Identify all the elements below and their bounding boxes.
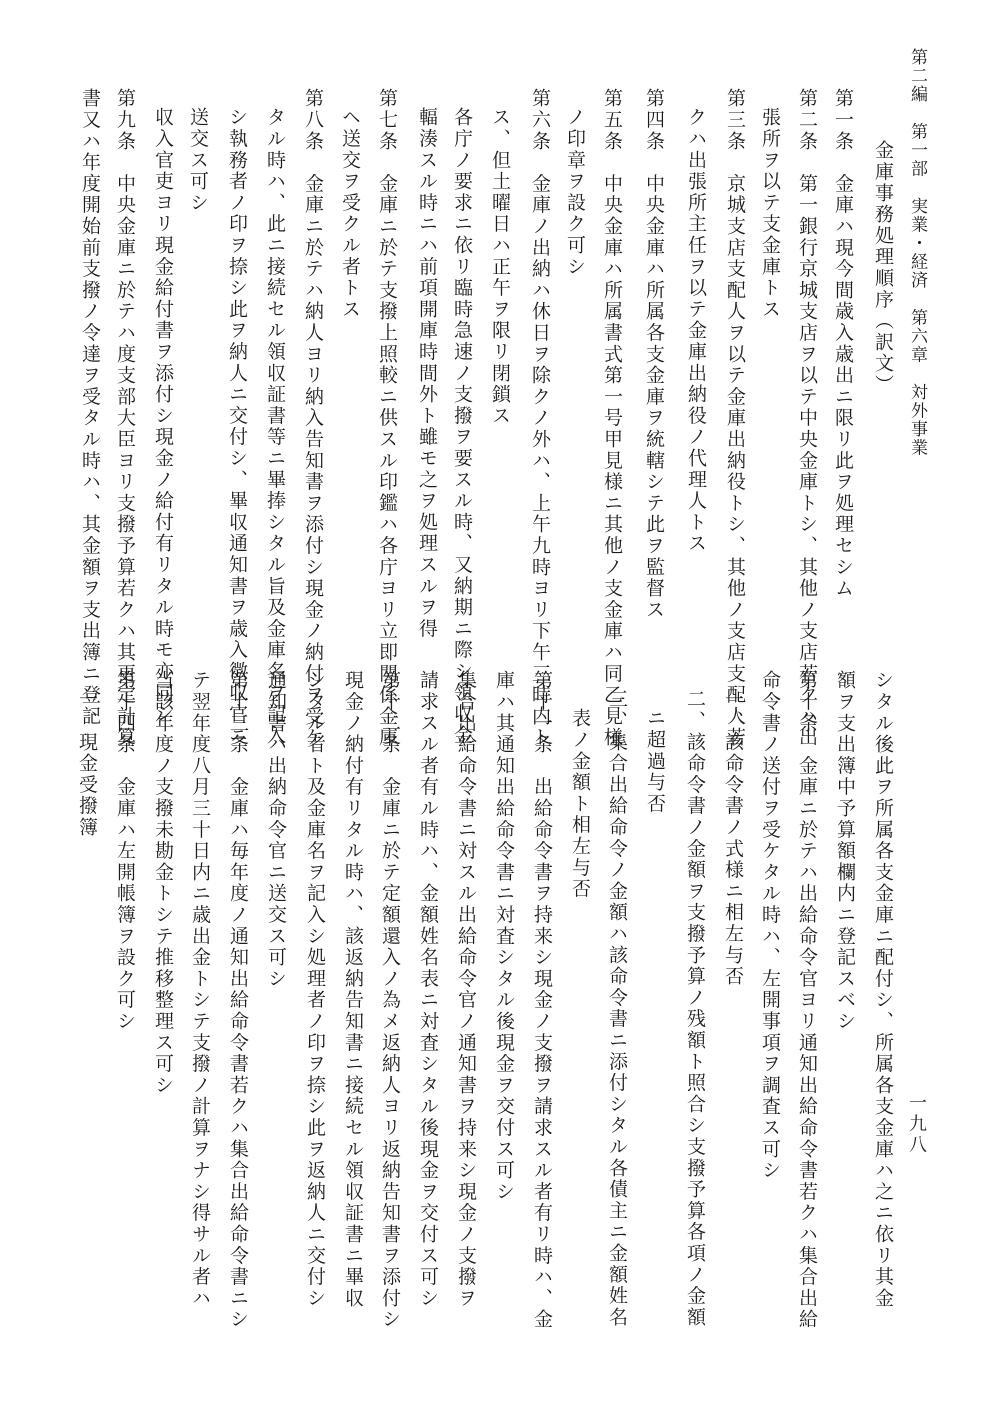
upper-text-column: タル時ハ、此ニ接続セル領収証書等ニ畢捧シタル旨及金庫名ヲ記入 <box>264 107 286 746</box>
upper-text-column: 送交ス可シ <box>187 107 209 214</box>
upper-text-column: 第九条 中央金庫ニ於テハ度支部大臣ヨリ支撥予算若クハ其更定計算 <box>114 88 136 749</box>
lower-text-column: 三、集合出給命令ノ金額ハ該命令書ニ添付シタル各債主ニ金額姓名 <box>606 689 628 1328</box>
upper-text-column: 第八条 金庫ニ於テハ納人ヨリ納入告知書ヲ添付シ現金ノ納付ヲ受ケ <box>302 88 324 749</box>
lower-text-column: 第十四条 金庫ハ左開帳簿ヲ設ク可シ <box>114 670 136 1033</box>
lower-text-column: 二、該命令書ノ金額ヲ支撥予算ノ残額ト照合シ支撥予算各項ノ金額 <box>684 689 706 1328</box>
lower-text-column: 額ヲ支出簿中予算額欄内ニ登記スベシ <box>834 670 856 1033</box>
lower-text-column: 第十二条 金庫ニ於テ定額還入ノ為メ返納人ヨリ返納告知書ヲ添付シ <box>379 670 401 1331</box>
upper-text-column: 第四条 中央金庫ハ所属各支金庫ヲ統轄シテ此ヲ監督ス <box>643 88 665 621</box>
lower-text-column: 当該年度ノ支撥未勘金トシテ推移整理ス可シ <box>152 670 174 1096</box>
upper-text-column: 輻湊スル時ニハ前項開庫時間外ト雖モ之ヲ処理スルヲ得 <box>416 107 438 640</box>
upper-text-column: シ執務者ノ印ヲ捺シ此ヲ納人ニ交付シ、畢収通知書ヲ歳入徴収官ニ <box>226 107 248 746</box>
upper-text-column: ヘ送交ヲ受クル者トス <box>339 107 361 320</box>
lower-text-column: 一、現金受撥簿 <box>76 689 98 839</box>
upper-text-column: 第三条 京城支店支配人ヲ以テ金庫出納役トシ、其他ノ支店支配人若 <box>724 88 746 749</box>
upper-text-column: 第七条 金庫ニ於テ支撥上照較ニ供スル印鑑ハ各庁ヨリ立即関係金庫 <box>376 88 398 749</box>
upper-text-column: ノ印章ヲ設ク可シ <box>564 107 586 278</box>
lower-text-column: 通知書ハ出納命令官ニ送交ス可シ <box>265 670 287 990</box>
running-head: 第二編 第一部 実業・経済 第六章 対外事業 <box>907 48 927 458</box>
upper-text-column: 第五条 中央金庫ハ所属書式第一号甲見様ニ其他ノ支金庫ハ同乙見様 <box>601 88 623 749</box>
lower-text-column: 現金ノ納付有リタル時ハ、該返納告知書ニ接続セル領収証書ニ畢収 <box>342 670 364 1309</box>
lower-text-column: 第十一条 出給命令書ヲ持来シ現金ノ支撥ヲ請求スル者有リ時ハ、金 <box>531 670 553 1331</box>
lower-text-column: シタル後此ヲ所属各支金庫ニ配付シ、所属各支金庫ハ之ニ依リ其金 <box>872 670 894 1309</box>
lower-text-column: 一、該命令書ノ式様ニ相左与否 <box>722 689 744 988</box>
upper-text-column: 第六条 金庫ノ出納ハ休日ヲ除クノ外ハ、上午九時ヨリ下午三時内ト <box>529 88 551 749</box>
lower-text-column: 請求スル者有ル時ハ、金額姓名表ニ対査シタル後現金ヲ交付ス可シ <box>417 670 439 1309</box>
lower-text-column: 命令書ノ送付ヲ受ケタル時ハ、左開事項ヲ調査ス可シ <box>759 670 781 1182</box>
lower-text-column: テ翌年度八月三十日内ニ歳出金トシテ支撥ノ計算ヲナシ得サル者ハ <box>189 670 211 1309</box>
upper-text-column: 各庁ノ要求ニ依リ臨時急速ノ支撥ヲ要スル時、又納期ニ際シ領収金 <box>451 107 473 746</box>
lower-text-column: 第十条 金庫ニ於テハ出給命令官ヨリ通知出給命令書若クハ集合出給 <box>796 670 818 1331</box>
lower-text-column: 庫ハ其通知出給命令書ニ対査シタル後現金ヲ交付ス可シ <box>493 670 515 1203</box>
upper-text-column: 第一条 金庫ハ現今間歳入歳出ニ限リ此ヲ処理セシム <box>832 88 854 600</box>
lower-text-column: シタル者ト及金庫名ヲ記入シ処理者ノ印ヲ捺シ此ヲ返納人ニ交付シ <box>304 670 326 1309</box>
upper-text-column: クハ出張所主任ヲ以テ金庫出納役ノ代理人トス <box>685 107 707 555</box>
lower-text-column: 第十三条 金庫ハ毎年度ノ通知出給命令書若クハ集合出給命令書ニシ <box>227 670 249 1331</box>
upper-text-column: 書又ハ年度開始前支撥ノ令達ヲ受タル時ハ、其金額ヲ支出簿ニ登記 <box>79 88 101 727</box>
upper-text-column: 収入官吏ヨリ現金給付書ヲ添付シ現金ノ給付有リタル時モ亦同シ <box>152 107 174 725</box>
lower-text-column: 集合出給命令書ニ対スル出給命令官ノ通知書ヲ持来シ現金ノ支撥ヲ <box>455 670 477 1309</box>
upper-text-column: 金庫事務処理順序（訳文） <box>872 140 894 396</box>
lower-text-column: 表ノ金額ト相左与否 <box>569 708 591 900</box>
page-number: 一九八 <box>906 1093 927 1156</box>
lower-text-column: ニ超過与否 <box>644 708 666 815</box>
upper-text-column: 第二条 第一銀行京城支店ヲ以テ中央金庫トシ、其他ノ支店若クハ出 <box>796 88 818 749</box>
upper-text-column: ス、但土曜日ハ正午ヲ限リ閉鎖ス <box>489 107 511 427</box>
upper-text-column: 張所ヲ以テ支金庫トス <box>759 107 781 320</box>
